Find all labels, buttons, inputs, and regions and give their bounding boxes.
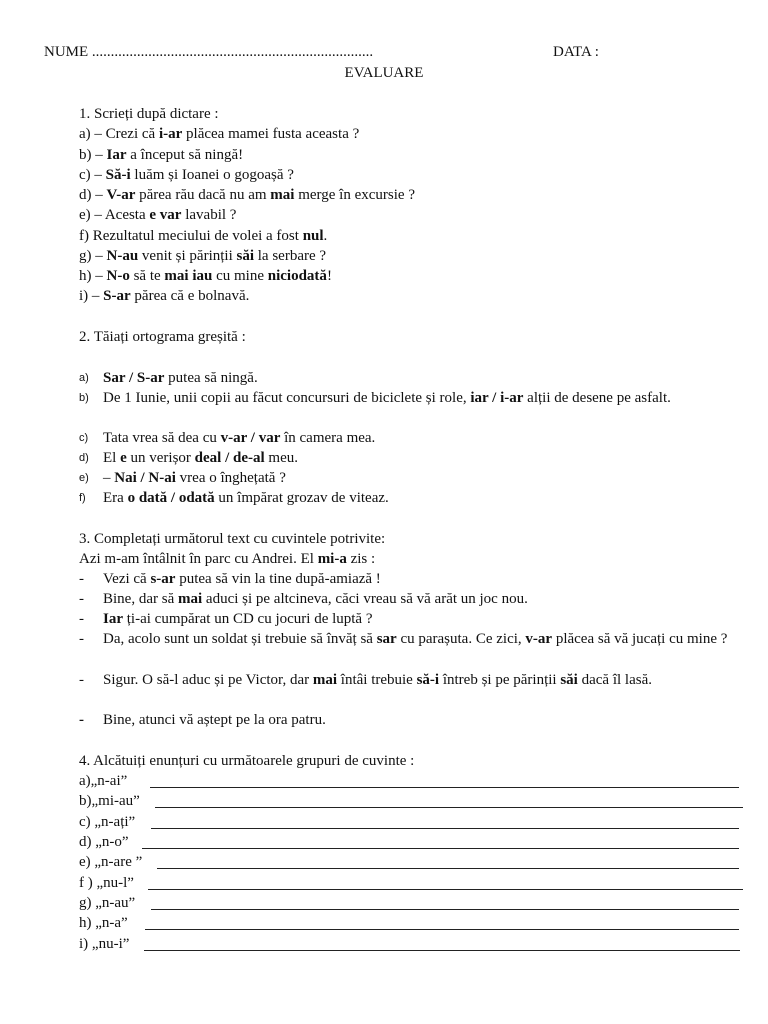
- answer-line[interactable]: [151, 909, 739, 910]
- s1-item-d: d) – V-ar părea rău dacă nu am mai merge în excursie ?: [79, 187, 415, 203]
- s2-letter: b): [79, 392, 89, 404]
- s4-item-a: a)„n-ai”: [79, 773, 128, 789]
- s4-item-e: e) „n-are ”: [79, 854, 143, 870]
- s4-item-b: b)„mi-au”: [79, 793, 140, 809]
- dialogue-dash: -: [79, 591, 84, 607]
- section-4-title: 4. Alcătuiți enunțuri cu următoarele grupuri de cuvinte :: [79, 753, 415, 769]
- dialogue-dash: -: [79, 571, 84, 587]
- s3-dialogue-5: Sigur. O să-l aduc și pe Victor, dar mai întâi trebuie să-i întreb și pe părinții săi dacă îl lasă.: [103, 672, 652, 688]
- answer-line[interactable]: [151, 828, 739, 829]
- s3-dialogue-1: Vezi că s-ar putea să vin la tine după-amiază !: [103, 571, 381, 587]
- s4-item-d: d) „n-o”: [79, 834, 129, 850]
- s3-dialogue-4: Da, acolo sunt un soldat și trebuie să învăț să sar cu parașuta. Ce zici, v-ar plăcea să vă jucați cu mine ?: [103, 631, 728, 647]
- s4-item-i: i) „nu-i”: [79, 936, 130, 952]
- answer-line[interactable]: [155, 807, 743, 808]
- s1-item-f: f) Rezultatul meciului de volei a fost nul.: [79, 228, 328, 244]
- s2-item-e: – Nai / N-ai vrea o înghețată ?: [103, 470, 286, 486]
- dialogue-dash: -: [79, 672, 84, 688]
- answer-line[interactable]: [150, 787, 739, 788]
- section-1-title: 1. Scrieți după dictare :: [79, 106, 219, 122]
- s4-item-g: g) „n-au”: [79, 895, 136, 911]
- name-field-label: NUME ...........................................................................: [44, 44, 374, 60]
- answer-line[interactable]: [157, 868, 739, 869]
- answer-line[interactable]: [142, 848, 739, 849]
- s2-letter: a): [79, 372, 89, 384]
- s3-intro: Azi m-am întâlnit în parc cu Andrei. El mi-a zis :: [79, 551, 376, 567]
- s2-letter: e): [79, 472, 89, 484]
- s2-letter: d): [79, 452, 89, 464]
- s4-item-c: c) „n-ați”: [79, 814, 136, 830]
- s2-letter: f): [79, 492, 86, 504]
- s3-dialogue-6: Bine, atunci vă aștept pe la ora patru.: [103, 712, 326, 728]
- s4-item-f: f ) „nu-l”: [79, 875, 134, 891]
- s2-item-c: Tata vrea să dea cu v-ar / var în camera mea.: [103, 430, 376, 446]
- s1-item-e: e) – Acesta e var lavabil ?: [79, 207, 237, 223]
- page-title: EVALUARE: [344, 65, 424, 81]
- answer-line[interactable]: [145, 929, 739, 930]
- s2-item-f: Era o dată / odată un împărat grozav de viteaz.: [103, 490, 389, 506]
- answer-line[interactable]: [144, 950, 740, 951]
- date-field-label: DATA :: [553, 44, 599, 60]
- s2-item-b: De 1 Iunie, unii copii au făcut concursuri de biciclete și role, iar / i-ar alții de desene pe asfalt.: [103, 390, 671, 406]
- s3-dialogue-3: Iar ți-ai cumpărat un CD cu jocuri de luptă ?: [103, 611, 373, 627]
- s1-item-g: g) – N-au venit și părinții săi la serbare ?: [79, 248, 327, 264]
- s1-item-a: a) – Crezi că i-ar plăcea mamei fusta aceasta ?: [79, 126, 360, 142]
- dialogue-dash: -: [79, 611, 84, 627]
- s4-item-h: h) „n-a”: [79, 915, 128, 931]
- s1-item-h: h) – N-o să te mai iau cu mine niciodată!: [79, 268, 332, 284]
- s2-item-a: Sar / S-ar putea să ningă.: [103, 370, 258, 386]
- s3-dialogue-2: Bine, dar să mai aduci și pe altcineva, căci vreau să vă arăt un joc nou.: [103, 591, 528, 607]
- s2-item-d: El e un verișor deal / de-al meu.: [103, 450, 298, 466]
- s1-item-i: i) – S-ar părea că e bolnavă.: [79, 288, 250, 304]
- s1-item-c: c) – Să-i luăm și Ioanei o gogoașă ?: [79, 167, 294, 183]
- dialogue-dash: -: [79, 712, 84, 728]
- section-3-title: 3. Completați următorul text cu cuvintele potrivite:: [79, 531, 386, 547]
- answer-line[interactable]: [148, 889, 743, 890]
- section-2-title: 2. Tăiați ortograma greșită :: [79, 329, 246, 345]
- s2-letter: c): [79, 432, 89, 444]
- dialogue-dash: -: [79, 631, 84, 647]
- s1-item-b: b) – Iar a început să ningă!: [79, 147, 244, 163]
